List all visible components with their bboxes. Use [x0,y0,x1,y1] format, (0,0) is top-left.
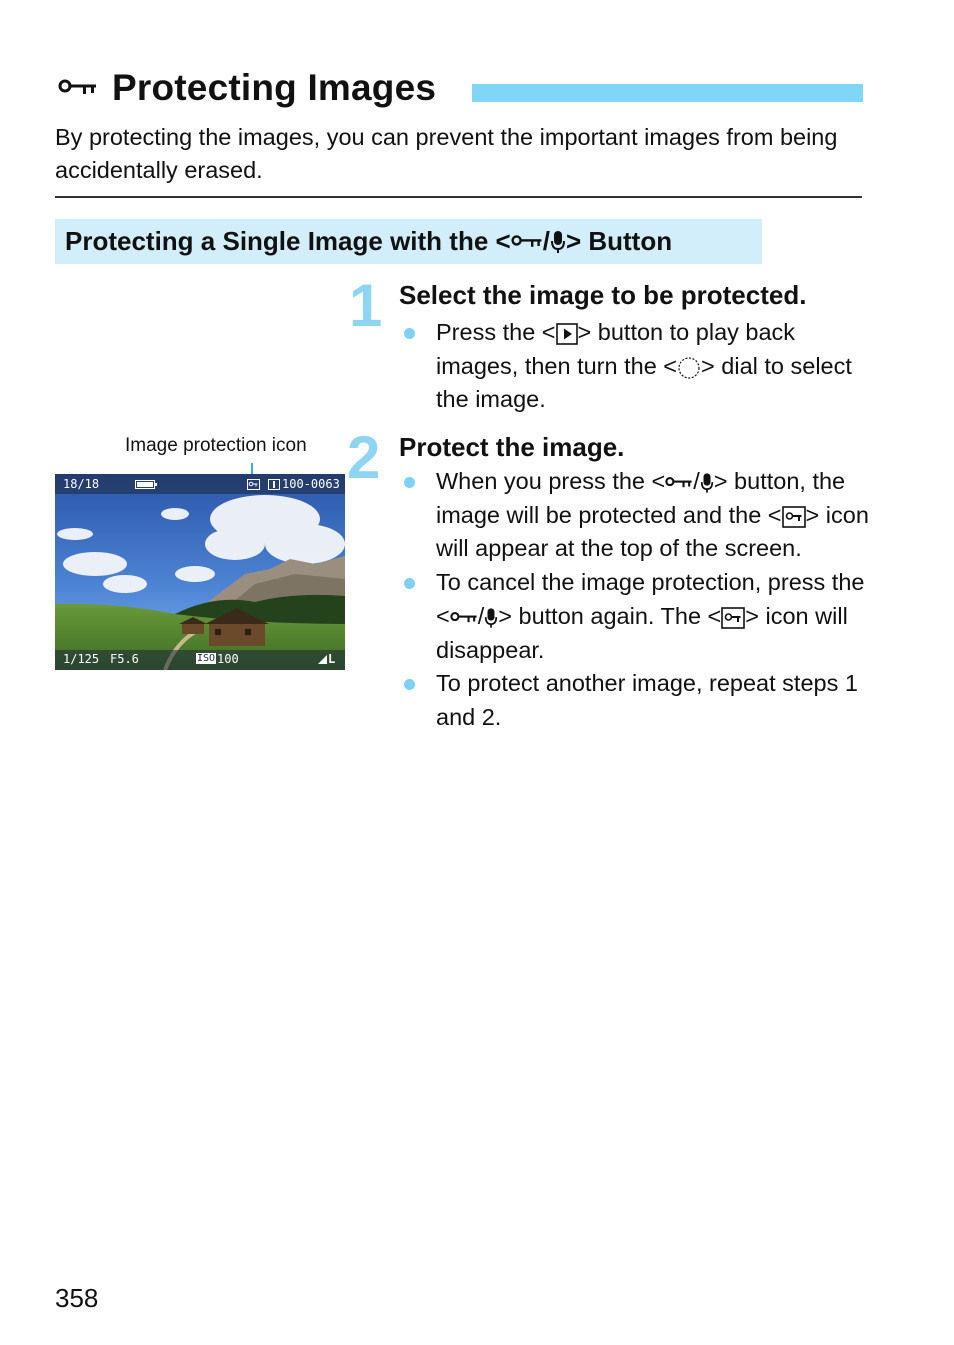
section-heading [65,220,672,263]
osd-file-number: 100-0063 [282,477,340,491]
section-heading-text-start: Protecting a Single Image with the < [65,226,511,256]
bullet-text: > icon will appear at the top of the screen. [436,501,869,562]
page-title: Protecting Images [112,67,437,108]
list-item [400,566,870,667]
bullet-text: > icon will disappear. [436,602,848,663]
bullet-text: > button again. The < [498,602,722,629]
osd-shutter-speed: 1/125 [63,652,100,666]
dial-icon [677,356,701,380]
battery-icon [135,480,157,489]
bullet-icon [404,477,415,488]
step-1-title: Select the image to be protected. [399,280,807,310]
quality-triangle-icon [318,655,327,664]
osd-iso-label: ISO [197,653,216,664]
bullet-text: / [693,468,700,494]
step-2-bullets [400,465,870,735]
bullet-text: When you press the < [436,468,666,494]
key-icon [450,610,478,626]
step-1-number: 1 [349,272,383,339]
bullet-text: To cancel the image protection, press the < [436,569,865,629]
list-item [400,316,870,417]
protect-icon [782,506,806,528]
figure-caption: Image protection icon [125,435,307,456]
bullet-text: To protect another image, repeat steps 1 and 2. [436,670,858,730]
step-2-number: 2 [347,424,381,491]
bullet-text: / [477,602,485,629]
microphone-icon [550,230,566,254]
section-heading-separator: / [542,226,550,256]
protect-icon [721,607,745,629]
page-number: 358 [55,1283,99,1313]
bullet-icon [404,679,415,690]
folder-number-icon [268,479,280,490]
osd-iso-value: 100 [217,652,239,666]
bullet-icon [404,328,415,339]
osd-quality: L [328,652,336,666]
step-1-bullets [400,316,870,417]
bullet-text: > button to play back images, then turn the < [436,319,796,379]
image-protection-icon [247,479,260,490]
bullet-text: > button, the image will be protected and the < [436,468,846,528]
microphone-icon [484,607,498,629]
list-item [400,667,870,734]
osd-aperture: F5.6 [110,652,139,666]
landscape-photo [55,474,345,670]
microphone-icon [700,472,714,494]
osd-image-count: 18/18 [63,477,100,491]
intro-text: By protecting the images, you can prevent the important images from being accidentally erased. [55,124,838,183]
section-heading-text-end: > Button [565,226,673,256]
key-icon [511,233,543,251]
bullet-text: Press the < [436,319,556,345]
key-icon [665,475,693,491]
divider [55,196,862,198]
bullet-icon [404,578,415,589]
step-2-title: Protect the image. [399,432,625,462]
list-item [400,465,870,566]
key-icon [58,77,98,99]
bullet-text: > dial to select the image. [436,352,852,413]
title-row [58,64,436,112]
playback-icon [556,323,578,345]
lcd-screen-image [55,474,345,670]
title-accent-bar [472,84,863,102]
